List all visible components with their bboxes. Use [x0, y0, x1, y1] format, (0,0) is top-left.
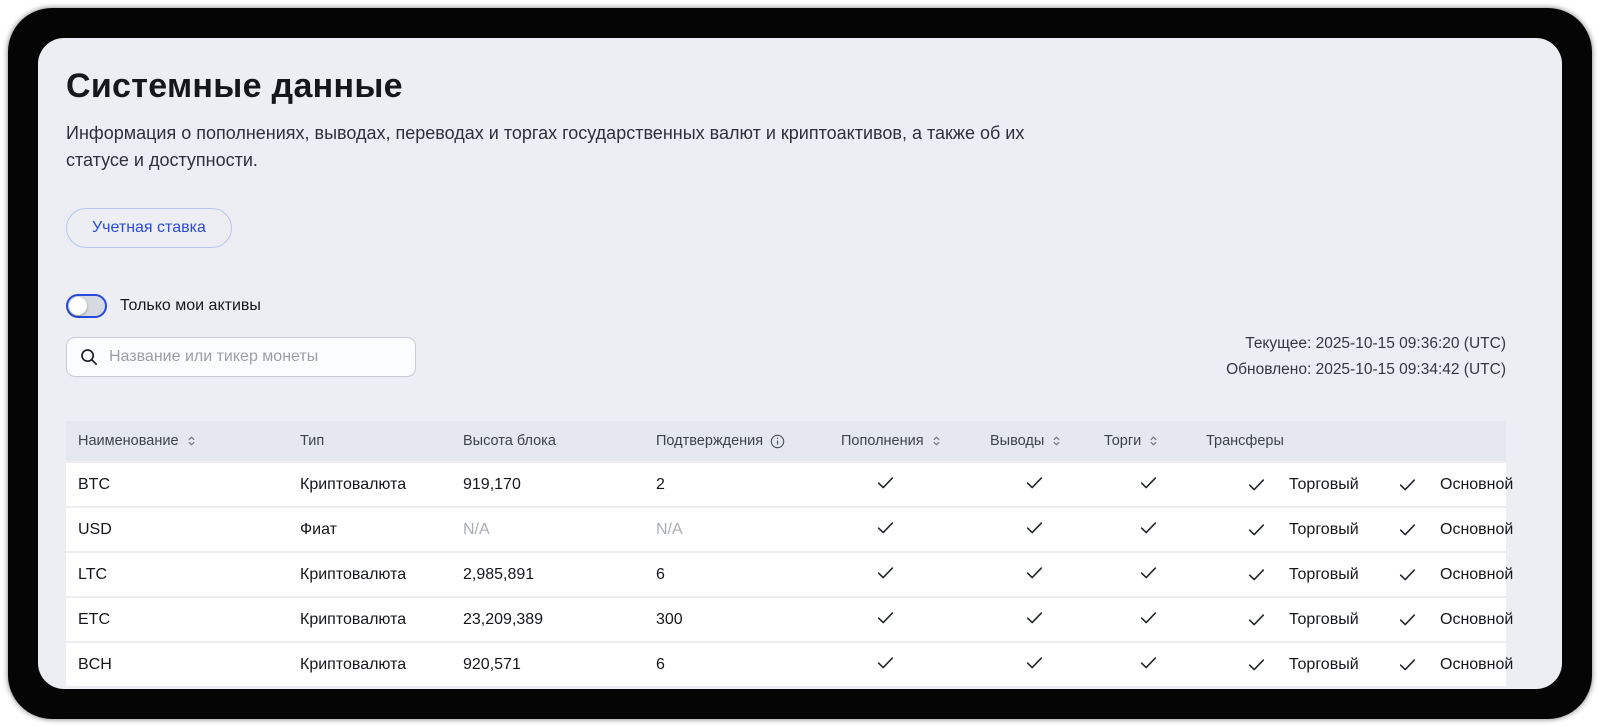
withdrawals-cell [978, 596, 1092, 641]
sort-icon[interactable] [186, 435, 197, 447]
check-icon [875, 472, 896, 493]
asset-name-cell: BCH [66, 641, 288, 686]
transfer-label: Основной [1440, 655, 1514, 673]
trades-cell [1092, 641, 1194, 686]
column-header-deposits[interactable] [829, 421, 978, 461]
deposits-cell [829, 551, 978, 596]
withdrawals-cell [978, 461, 1092, 506]
deposits-cell [829, 461, 978, 506]
check-icon [1397, 474, 1418, 495]
search-icon [79, 347, 99, 367]
column-header-block-height [451, 421, 644, 461]
deposits-cell [829, 641, 978, 686]
check-icon [1024, 562, 1045, 583]
check-icon [875, 517, 896, 538]
asset-name-cell: ETC [66, 596, 288, 641]
check-icon [875, 562, 896, 583]
asset-type-cell: Криптовалюта [288, 551, 451, 596]
check-icon [1246, 519, 1267, 540]
column-header-confirmations [644, 421, 829, 461]
only-my-assets-label: Только мои активы [120, 297, 261, 314]
assets-table [66, 421, 1514, 686]
system-data-panel [38, 38, 1562, 689]
block-height-cell: 919,170 [451, 461, 644, 506]
withdrawals-cell [978, 641, 1092, 686]
check-icon [1397, 519, 1418, 540]
column-label: Тип [300, 433, 325, 449]
check-icon [1024, 652, 1045, 673]
asset-type-cell: Криптовалюта [288, 641, 451, 686]
column-label: Наименование [78, 433, 179, 449]
asset-type-cell: Криптовалюта [288, 461, 451, 506]
withdrawals-cell [978, 551, 1092, 596]
check-icon [1024, 472, 1045, 493]
info-icon[interactable] [770, 434, 785, 449]
table-row [66, 461, 1506, 506]
check-icon [1246, 474, 1267, 495]
transfer-label: Основной [1440, 610, 1514, 628]
asset-type-cell: Криптовалюта [288, 596, 451, 641]
table-row [66, 506, 1506, 551]
check-icon [1397, 654, 1418, 675]
check-icon [1138, 562, 1159, 583]
table-row [66, 551, 1506, 596]
block-height-cell: N/A [451, 506, 644, 551]
table-row [66, 641, 1506, 686]
transfers-cell [1194, 506, 1514, 551]
transfers-cell [1194, 461, 1514, 506]
trades-cell [1092, 551, 1194, 596]
device-frame [8, 8, 1592, 719]
check-icon [1138, 517, 1159, 538]
column-header-transfers [1194, 421, 1506, 461]
transfer-label: Торговый [1289, 475, 1359, 493]
discount-rate-button[interactable]: Учетная ставка [66, 208, 232, 248]
check-icon [1024, 517, 1045, 538]
page-subtitle: Информация о пополнениях, выводах, переводах и торгах государственных валют и криптоактивов, а также об их статусе и доступности. [66, 123, 1025, 170]
confirmations-cell: 2 [644, 461, 829, 506]
check-icon [1246, 654, 1267, 675]
asset-type-cell: Фиат [288, 506, 451, 551]
only-my-assets-row [66, 294, 1506, 318]
asset-table-body [66, 461, 1514, 686]
search-box[interactable] [66, 337, 416, 377]
column-header-type [288, 421, 451, 461]
column-label: Торги [1104, 433, 1142, 449]
asset-name-cell: USD [66, 506, 288, 551]
trades-cell [1092, 596, 1194, 641]
check-icon [1138, 472, 1159, 493]
confirmations-cell: 6 [644, 551, 829, 596]
trades-cell [1092, 506, 1194, 551]
column-header-trades[interactable] [1092, 421, 1194, 461]
column-header-withdrawals[interactable] [978, 421, 1092, 461]
search-row [66, 331, 1506, 383]
search-input[interactable] [109, 348, 403, 366]
check-icon [875, 607, 896, 628]
block-height-cell: 2,985,891 [451, 551, 644, 596]
deposits-cell [829, 596, 978, 641]
withdrawals-cell [978, 506, 1092, 551]
transfers-cell [1194, 596, 1514, 641]
block-height-cell: 23,209,389 [451, 596, 644, 641]
check-icon [1246, 609, 1267, 630]
trades-cell [1092, 461, 1194, 506]
column-label: Пополнения [841, 433, 924, 449]
asset-name-cell: LTC [66, 551, 288, 596]
toggle-knob [69, 297, 87, 315]
deposits-cell [829, 506, 978, 551]
column-label: Выводы [990, 433, 1045, 449]
transfer-label: Торговый [1289, 520, 1359, 538]
transfer-label: Основной [1440, 520, 1514, 538]
check-icon [1397, 609, 1418, 630]
block-height-cell: 920,571 [451, 641, 644, 686]
check-icon [875, 652, 896, 673]
confirmations-cell: 300 [644, 596, 829, 641]
column-label: Высота блока [463, 433, 556, 449]
column-label: Подтверждения [656, 433, 764, 449]
transfer-label: Основной [1440, 475, 1514, 493]
table-header-row [66, 421, 1506, 461]
transfer-label: Торговый [1289, 565, 1359, 583]
current-time: Текущее: 2025-10-15 09:36:20 (UTC) [1245, 335, 1506, 352]
check-icon [1024, 607, 1045, 628]
transfers-cell [1194, 551, 1514, 596]
sort-icon[interactable] [1148, 435, 1159, 447]
timestamps [1226, 331, 1506, 383]
updated-time: Обновлено: 2025-10-15 09:34:42 (UTC) [1226, 361, 1506, 378]
asset-name-cell: BTC [66, 461, 288, 506]
page-title: Системные данные [66, 67, 403, 105]
table-row [66, 596, 1506, 641]
only-my-assets-toggle[interactable] [66, 294, 107, 318]
transfer-label: Торговый [1289, 610, 1359, 628]
column-label: Трансферы [1206, 433, 1284, 449]
confirmations-cell: N/A [644, 506, 829, 551]
check-icon [1246, 564, 1267, 585]
confirmations-cell: 6 [644, 641, 829, 686]
column-header-name[interactable] [66, 421, 288, 461]
transfer-label: Основной [1440, 565, 1514, 583]
check-icon [1138, 652, 1159, 673]
sort-icon[interactable] [931, 435, 942, 447]
check-icon [1397, 564, 1418, 585]
transfers-cell [1194, 641, 1514, 686]
sort-icon[interactable] [1051, 435, 1062, 447]
transfer-label: Торговый [1289, 655, 1359, 673]
check-icon [1138, 607, 1159, 628]
